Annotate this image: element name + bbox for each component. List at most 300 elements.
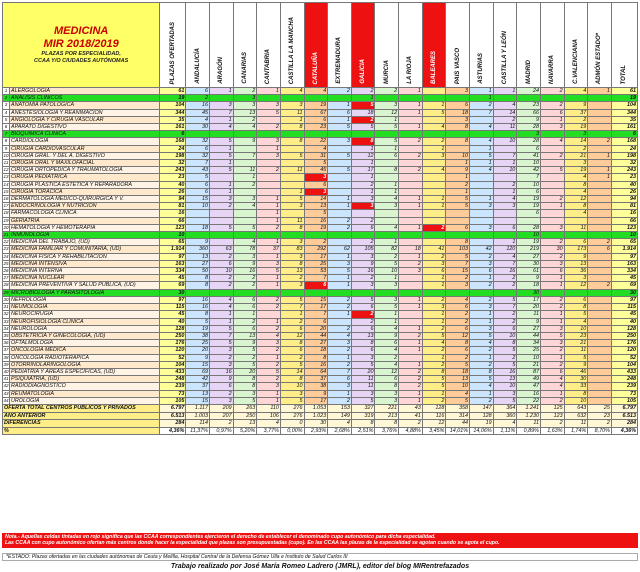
- table-cell: 2: [186, 95, 210, 102]
- table-cell: 5: [493, 361, 517, 368]
- table-cell: 120: [611, 347, 637, 354]
- table-cell: 15: [304, 296, 328, 303]
- table-cell: 1: [470, 390, 494, 397]
- table-cell: 7: [493, 260, 517, 267]
- column-header: [328, 3, 352, 88]
- table-cell: [328, 210, 352, 217]
- table-cell: 1: [328, 116, 352, 123]
- table-cell: 1: [257, 253, 281, 260]
- table-cell: 24: [160, 145, 186, 152]
- table-cell: 1: [328, 102, 352, 109]
- table-cell: [375, 217, 399, 224]
- table-cell: [328, 131, 352, 138]
- table-cell: 4: [304, 88, 328, 95]
- table-cell: [209, 174, 233, 181]
- table-cell: 6: [304, 318, 328, 325]
- table-cell: 4: [470, 124, 494, 131]
- table-cell: 1: [399, 361, 423, 368]
- table-cell: 2: [540, 239, 564, 246]
- table-cell: 3: [351, 253, 375, 260]
- table-cell: 65: [160, 239, 186, 246]
- summary-cell: 221: [375, 404, 399, 412]
- table-row: [3, 383, 638, 390]
- table-cell: 1: [375, 311, 399, 318]
- specialty-name: MICROBIOLOGÍA Y PARASITOLOGÍA: [10, 289, 160, 296]
- table-cell: [540, 217, 564, 224]
- table-cell: 8: [446, 239, 470, 246]
- column-header-label: ANDALUCÍA: [194, 48, 201, 84]
- table-cell: [351, 210, 375, 217]
- table-cell: 1: [446, 160, 470, 167]
- table-cell: [446, 145, 470, 152]
- column-header-label: TOTAL: [621, 64, 628, 84]
- table-cell: [446, 289, 470, 296]
- row-index: 18: [3, 210, 9, 216]
- summary-cell: 6.797: [611, 404, 637, 412]
- table-cell: 50: [186, 268, 210, 275]
- table-cell: 3: [375, 397, 399, 404]
- table-cell: 97: [611, 296, 637, 303]
- specialty-name: MEDICINA FAMILIAR Y COMUNITARIA, (UD): [10, 246, 160, 253]
- row-index: 31: [3, 304, 9, 310]
- table-cell: 2: [422, 138, 446, 145]
- row-index: 6: [3, 124, 10, 131]
- table-cell: 6: [304, 181, 328, 188]
- row-index: 16: [3, 196, 9, 202]
- table-cell: 248: [160, 376, 186, 383]
- table-cell: 13: [564, 260, 588, 267]
- table-cell: [280, 131, 304, 138]
- table-cell: [588, 203, 612, 210]
- row-index: 30: [3, 296, 9, 302]
- table-cell: 20: [351, 368, 375, 375]
- table-cell: 3: [540, 340, 564, 347]
- summary-cell: 3,45%: [422, 427, 446, 435]
- table-cell: 6: [446, 102, 470, 109]
- specialty-name: UROLOGÍA: [10, 397, 160, 404]
- summary-cell: 1.023: [304, 412, 328, 420]
- table-cell: 5: [422, 109, 446, 116]
- table-cell: 2: [209, 354, 233, 361]
- table-cell: 8: [186, 311, 210, 318]
- table-cell: [328, 188, 352, 195]
- table-cell: 2: [493, 282, 517, 289]
- table-cell: 19: [304, 224, 328, 231]
- table-cell: 1: [399, 253, 423, 260]
- header-row: [3, 3, 638, 88]
- table-cell: 1: [422, 318, 446, 325]
- table-cell: 198: [160, 152, 186, 159]
- row-index: 43: [3, 390, 9, 396]
- table-cell: [588, 210, 612, 217]
- table-cell: 3: [517, 131, 541, 138]
- table-cell: [186, 210, 210, 217]
- summary-cell: 123: [540, 412, 564, 420]
- table-cell: 10: [209, 268, 233, 275]
- table-cell: 1: [540, 116, 564, 123]
- table-cell: 4: [564, 318, 588, 325]
- table-cell: [209, 131, 233, 138]
- table-row: [3, 95, 638, 102]
- table-cell: [280, 145, 304, 152]
- table-cell: 5: [375, 124, 399, 131]
- table-cell: [399, 188, 423, 195]
- table-cell: [540, 131, 564, 138]
- row-index: 14: [3, 181, 9, 187]
- row-index: 7: [3, 131, 10, 138]
- table-cell: 243: [611, 167, 637, 174]
- table-cell: 1: [209, 160, 233, 167]
- column-header-label: GALICIA: [360, 59, 367, 84]
- table-cell: 6: [233, 296, 257, 303]
- table-cell: [540, 181, 564, 188]
- table-cell: 6: [351, 224, 375, 231]
- table-cell: 1: [257, 196, 281, 203]
- table-cell: 69: [186, 368, 210, 375]
- table-cell: 2: [328, 325, 352, 332]
- table-cell: [351, 232, 375, 239]
- table-cell: [564, 217, 588, 224]
- specialty-name: ONCOLOGÍA RADIOTERÁPICA: [10, 354, 160, 361]
- table-cell: 15: [446, 268, 470, 275]
- table-cell: 13: [233, 109, 257, 116]
- table-cell: 2: [588, 282, 612, 289]
- table-row: [3, 325, 638, 332]
- table-cell: 5: [233, 361, 257, 368]
- table-cell: 120: [160, 347, 186, 354]
- table-cell: 16: [493, 268, 517, 275]
- table-cell: [280, 160, 304, 167]
- table-cell: 8: [564, 181, 588, 188]
- table-cell: 1: [399, 304, 423, 311]
- table-row: [3, 116, 638, 123]
- table-cell: 1: [588, 88, 612, 95]
- table-cell: 12: [446, 332, 470, 339]
- table-cell: [588, 224, 612, 231]
- table-cell: 8: [564, 390, 588, 397]
- table-cell: [280, 181, 304, 188]
- row-index: 19: [3, 217, 9, 223]
- table-cell: [209, 232, 233, 239]
- table-row: [3, 282, 638, 289]
- table-cell: 37: [304, 376, 328, 383]
- table-cell: 4: [422, 124, 446, 131]
- table-cell: 3: [280, 390, 304, 397]
- table-cell: 17: [304, 304, 328, 311]
- table-cell: 1: [399, 124, 423, 131]
- table-cell: [375, 232, 399, 239]
- table-cell: 18: [304, 347, 328, 354]
- specialty-name: CARDIOLOGÍA: [10, 138, 160, 145]
- table-cell: [422, 289, 446, 296]
- table-cell: 19: [611, 95, 637, 102]
- table-cell: 6: [328, 376, 352, 383]
- table-cell: 5: [304, 160, 328, 167]
- table-cell: 9: [233, 138, 257, 145]
- table-cell: 78: [233, 246, 257, 253]
- table-cell: 3: [470, 203, 494, 210]
- summary-cell: 12: [422, 420, 446, 428]
- table-cell: 6: [351, 347, 375, 354]
- table-cell: [470, 232, 494, 239]
- table-cell: [588, 116, 612, 123]
- table-cell: [588, 289, 612, 296]
- column-header-label: CASTILLA Y LEÓN: [501, 30, 508, 84]
- table-row: [3, 124, 638, 131]
- table-cell: 6: [493, 325, 517, 332]
- row-index: 11: [3, 160, 9, 166]
- table-cell: [588, 232, 612, 239]
- table-cell: 36: [564, 268, 588, 275]
- table-cell: 1: [257, 88, 281, 95]
- table-cell: [399, 174, 423, 181]
- table-cell: 1: [422, 282, 446, 289]
- table-cell: 7: [209, 109, 233, 116]
- row-index: 35: [3, 332, 9, 338]
- table-cell: [399, 116, 423, 123]
- table-cell: 334: [611, 268, 637, 275]
- table-cell: 1: [399, 397, 423, 404]
- summary-cell: 0,00%: [280, 427, 304, 435]
- table-cell: 2: [351, 318, 375, 325]
- table-cell: 2: [399, 167, 423, 174]
- table-cell: 19: [160, 95, 186, 102]
- table-row: [3, 131, 638, 138]
- table-cell: 6: [446, 347, 470, 354]
- table-row: [3, 275, 638, 282]
- column-header-label: ASTURIAS: [478, 53, 485, 84]
- note-2: Las CCAA con cupo autonómico ofertan más centros donde hacer la especialidad que plazas son presupuestadas (cupo). En las CCAA las plazas de la especialidad se agotan cuando se agota el cupo.: [5, 540, 500, 547]
- table-cell: 2: [351, 275, 375, 282]
- table-cell: 6: [564, 239, 588, 246]
- table-cell: 16: [186, 296, 210, 303]
- summary-cell: 207: [209, 412, 233, 420]
- summary-cell: 23: [588, 412, 612, 420]
- table-cell: 19: [304, 102, 328, 109]
- table-cell: 37: [564, 109, 588, 116]
- summary-cell: 276: [280, 404, 304, 412]
- summary-cell: 364: [493, 404, 517, 412]
- table-cell: 8: [280, 138, 304, 145]
- table-cell: [588, 311, 612, 318]
- table-cell: [422, 174, 446, 181]
- table-cell: [588, 268, 612, 275]
- summary-cell: 4: [328, 420, 352, 428]
- summary-row: [3, 427, 638, 435]
- table-cell: 18: [446, 368, 470, 375]
- table-cell: 27: [517, 253, 541, 260]
- table-cell: 4: [422, 340, 446, 347]
- table-cell: 23: [160, 174, 186, 181]
- spreadsheet: [2, 2, 638, 435]
- table-row: [3, 253, 638, 260]
- table-cell: 87: [517, 368, 541, 375]
- table-cell: 3: [257, 102, 281, 109]
- table-cell: 81: [160, 203, 186, 210]
- table-cell: 6: [186, 181, 210, 188]
- column-header-label: NAVARRA: [549, 54, 556, 84]
- table-cell: 3: [304, 188, 328, 195]
- table-cell: 2: [422, 224, 446, 231]
- table-cell: [328, 95, 352, 102]
- column-header-label: LA RIOJA: [407, 56, 414, 84]
- table-cell: 103: [446, 246, 470, 253]
- table-cell: 2: [351, 116, 375, 123]
- table-cell: 2: [399, 376, 423, 383]
- table-cell: 73: [160, 390, 186, 397]
- table-cell: 2: [399, 332, 423, 339]
- table-cell: [257, 289, 281, 296]
- table-cell: 40: [611, 318, 637, 325]
- table-cell: 2: [233, 354, 257, 361]
- table-cell: [588, 109, 612, 116]
- plazas-table: [2, 2, 638, 435]
- table-cell: 2: [493, 354, 517, 361]
- table-cell: [280, 232, 304, 239]
- summary-cell: 128: [470, 412, 494, 420]
- table-cell: [588, 145, 612, 152]
- table-cell: 30: [611, 289, 637, 296]
- table-cell: 17: [517, 296, 541, 303]
- table-cell: 2: [351, 311, 375, 318]
- table-cell: 45: [160, 275, 186, 282]
- table-row: [3, 268, 638, 275]
- table-cell: 6: [517, 210, 541, 217]
- table-cell: 3: [446, 116, 470, 123]
- table-cell: 5: [470, 332, 494, 339]
- table-cell: 5: [446, 397, 470, 404]
- table-cell: 2: [540, 88, 564, 95]
- table-cell: [470, 289, 494, 296]
- table-cell: 2: [375, 354, 399, 361]
- table-cell: 8: [422, 368, 446, 375]
- table-cell: 30: [540, 246, 564, 253]
- table-cell: 2: [280, 318, 304, 325]
- table-cell: 2: [233, 181, 257, 188]
- table-cell: 12: [375, 109, 399, 116]
- table-cell: 1: [375, 318, 399, 325]
- table-cell: 9: [186, 239, 210, 246]
- table-cell: 69: [160, 282, 186, 289]
- table-cell: 5: [257, 268, 281, 275]
- table-row: [3, 181, 638, 188]
- table-cell: [328, 232, 352, 239]
- table-cell: 2: [446, 181, 470, 188]
- table-cell: 10: [564, 325, 588, 332]
- table-row: [3, 368, 638, 375]
- table-cell: 3: [564, 131, 588, 138]
- table-cell: [588, 376, 612, 383]
- table-cell: 2: [588, 138, 612, 145]
- table-cell: 1: [540, 311, 564, 318]
- table-cell: [399, 311, 423, 318]
- table-cell: 1: [588, 174, 612, 181]
- table-cell: 8: [446, 340, 470, 347]
- table-cell: 198: [611, 152, 637, 159]
- row-index: 26: [3, 268, 9, 274]
- table-cell: [422, 116, 446, 123]
- table-cell: 2: [209, 275, 233, 282]
- table-cell: [233, 232, 257, 239]
- specialty-name: ANATOMÍA PATOLÓGICA: [10, 102, 160, 109]
- specialty-name: ALERGOLOGÍA: [10, 88, 160, 95]
- row-index: 39: [3, 361, 9, 367]
- table-cell: 2: [257, 304, 281, 311]
- table-cell: 5: [209, 138, 233, 145]
- summary-cell: 250: [233, 412, 257, 420]
- table-cell: 30: [186, 124, 210, 131]
- table-cell: 3: [564, 275, 588, 282]
- title-line1: MEDICINA: [53, 25, 109, 37]
- table-cell: [446, 232, 470, 239]
- table-cell: 1: [470, 354, 494, 361]
- table-cell: 5: [233, 397, 257, 404]
- table-row: [3, 167, 638, 174]
- table-cell: 1: [209, 145, 233, 152]
- table-cell: 1: [399, 347, 423, 354]
- table-cell: [399, 160, 423, 167]
- table-cell: 1: [493, 88, 517, 95]
- table-cell: [257, 95, 281, 102]
- table-cell: 10: [446, 383, 470, 390]
- table-cell: 3: [209, 361, 233, 368]
- table-cell: 81: [611, 203, 637, 210]
- table-cell: 1: [209, 311, 233, 318]
- column-header-label: CANARIAS: [241, 52, 248, 84]
- table-cell: 1: [257, 318, 281, 325]
- row-index: 17: [3, 203, 9, 209]
- table-cell: 2: [470, 397, 494, 404]
- specialty-name: MEDICINA INTENSIVA: [10, 260, 160, 267]
- specialty-name: CIRUGÍA ORAL Y MAXILOFACIAL: [10, 160, 160, 167]
- table-cell: 53: [304, 268, 328, 275]
- table-cell: 5: [280, 152, 304, 159]
- table-cell: 19: [564, 124, 588, 131]
- table-cell: [540, 210, 564, 217]
- table-cell: 13: [304, 203, 328, 210]
- table-cell: [399, 239, 423, 246]
- table-cell: 5: [422, 383, 446, 390]
- table-cell: 1: [209, 188, 233, 195]
- table-row: [3, 397, 638, 404]
- table-cell: 32: [186, 152, 210, 159]
- table-cell: 2: [328, 347, 352, 354]
- table-cell: [422, 217, 446, 224]
- table-cell: [399, 210, 423, 217]
- table-cell: 2: [257, 224, 281, 231]
- table-cell: 3: [328, 340, 352, 347]
- summary-cell: 14,06%: [470, 427, 494, 435]
- table-cell: [233, 145, 257, 152]
- table-cell: 18: [446, 109, 470, 116]
- table-cell: [399, 354, 423, 361]
- table-cell: [588, 131, 612, 138]
- table-cell: 3: [351, 196, 375, 203]
- table-cell: 1: [375, 145, 399, 152]
- table-cell: 4: [328, 332, 352, 339]
- table-cell: 1: [328, 354, 352, 361]
- summary-row: [3, 404, 638, 412]
- row-index: 22: [3, 239, 9, 245]
- table-cell: 20: [517, 304, 541, 311]
- table-cell: 5: [257, 109, 281, 116]
- table-cell: [446, 217, 470, 224]
- table-cell: 44: [517, 332, 541, 339]
- table-cell: 3: [257, 138, 281, 145]
- summary-cell: 6.797: [160, 404, 186, 412]
- table-cell: 8: [446, 124, 470, 131]
- table-cell: 6: [611, 131, 637, 138]
